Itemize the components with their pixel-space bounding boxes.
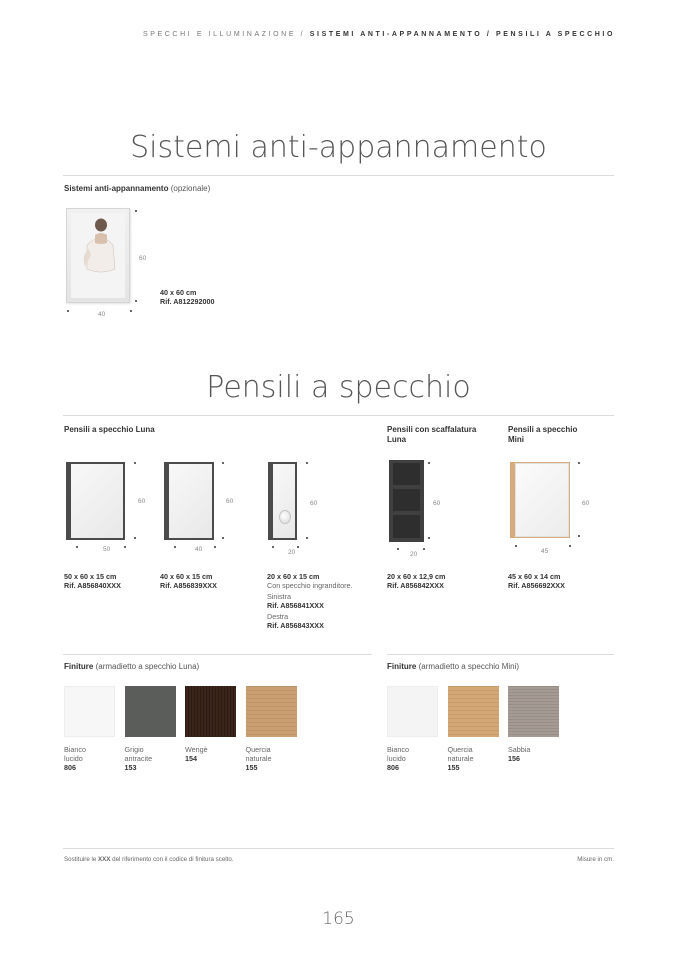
finish-name-line1: Bianco	[64, 745, 86, 754]
finish-label	[448, 745, 504, 772]
finish-name-line1: Sabbia	[508, 745, 531, 754]
divider	[63, 175, 614, 176]
dimension-height: 60	[226, 498, 234, 505]
finish-name-line1: Bianco	[387, 745, 409, 754]
finishes-label-bold: Finiture	[64, 662, 94, 671]
variant-right-ref: Rif. A856843XXX	[267, 621, 324, 630]
finish-label	[387, 745, 443, 772]
finishes-mini-swatches	[387, 686, 614, 796]
dimension-height: 60	[433, 500, 441, 507]
finish-swatch	[508, 686, 564, 763]
product-ref: Rif. A856839XXX	[160, 581, 217, 590]
product-ref: Rif. A856692XXX	[508, 581, 565, 590]
finishes-label-bold: Finiture	[387, 662, 417, 671]
dimension-tick	[423, 548, 425, 550]
dimension-tick	[135, 210, 137, 212]
variant-left-label: Sinistra	[267, 592, 291, 601]
dimension-tick	[134, 537, 136, 539]
dimension-tick	[222, 537, 224, 539]
finish-code: 806	[64, 763, 76, 772]
dimension-width: 20	[410, 551, 418, 558]
finish-label	[125, 745, 181, 772]
product-ref: Rif. A856842XXX	[387, 581, 444, 590]
finish-color-sample	[508, 686, 559, 737]
dimension-tick	[297, 546, 299, 548]
breadcrumb	[143, 31, 615, 38]
divider	[387, 654, 614, 655]
footer-note-post: del riferimento con il codice di finitura scelto.	[110, 856, 234, 863]
finish-swatch	[448, 686, 504, 772]
finish-color-sample	[185, 686, 236, 737]
finish-name-line1: Wengè	[185, 745, 208, 754]
group-label-luna: Pensili a specchio Luna	[64, 425, 155, 434]
variant-left-ref: Rif. A856841XXX	[267, 601, 324, 610]
finish-code: 153	[124, 763, 137, 772]
anti-fog-label-bold: Sistemi anti-appannamento	[64, 184, 169, 193]
finish-swatch	[185, 686, 241, 763]
finish-code: 154	[185, 754, 197, 763]
dimension-width: 50	[103, 546, 111, 553]
product-size: 20 x 60 x 15 cm	[267, 572, 320, 581]
finish-swatch	[64, 686, 120, 772]
cabinet-spec	[64, 572, 121, 590]
breadcrumb-part1: SPECCHI E ILLUMINAZIONE /	[142, 31, 310, 38]
finish-color-sample	[448, 686, 499, 737]
finish-name-line1: Quercia	[245, 745, 271, 754]
cabinet-luna-40-image	[164, 462, 214, 540]
shelf-unit-image	[389, 460, 424, 542]
finish-name-line2: naturale	[447, 754, 474, 763]
dimension-tick	[306, 462, 308, 464]
dimension-tick	[124, 546, 126, 548]
product-size: 45 x 60 x 14 cm	[508, 572, 561, 581]
dimension-height: 60	[138, 498, 146, 505]
dimension-tick	[76, 546, 78, 548]
cabinet-mini-image	[510, 462, 570, 538]
dimension-tick	[428, 462, 430, 464]
dimension-tick	[222, 462, 224, 464]
finishes-luna-label	[64, 662, 199, 672]
anti-fog-mirror-image	[66, 208, 130, 303]
cabinet-luna-50-image	[66, 462, 125, 540]
section-title-anti-fog: Sistemi anti-appannamento	[130, 130, 547, 165]
finishes-mini-label	[387, 662, 519, 672]
finish-swatch	[246, 686, 302, 772]
footer-note	[64, 856, 234, 863]
finishes-label-light: (armadietto a specchio Luna)	[95, 662, 200, 671]
magnifier-mirror-icon	[279, 510, 291, 524]
page-number: 165	[322, 909, 355, 929]
finish-label	[508, 745, 564, 763]
group-label-shelf-luna: Pensili con scaffalatura Luna	[387, 425, 477, 444]
finish-color-sample	[64, 686, 115, 737]
breadcrumb-part2: SISTEMI ANTI-APPANNAMENTO / PENSILI A SPECCHIO	[309, 31, 615, 38]
cabinet-spec	[387, 572, 445, 590]
finish-color-sample	[125, 686, 176, 737]
cabinet-spec	[508, 572, 565, 590]
dimension-tick	[130, 310, 132, 312]
dimension-tick	[134, 462, 136, 464]
anti-fog-label	[64, 184, 210, 194]
finish-code: 155	[245, 763, 258, 772]
finish-color-sample	[387, 686, 438, 737]
finish-label	[185, 745, 241, 763]
dimension-tick	[272, 546, 274, 548]
footer-units: Misure in cm.	[577, 856, 614, 863]
finish-swatch	[125, 686, 181, 772]
finish-code: 156	[508, 754, 520, 763]
woman-in-mirror-icon	[67, 209, 129, 302]
finishes-label-light: (armadietto a specchio Mini)	[418, 662, 520, 671]
finish-color-sample	[246, 686, 297, 737]
dimension-tick	[397, 548, 399, 550]
finish-name-line2: lucido	[64, 754, 83, 763]
dimension-tick	[135, 300, 137, 302]
finishes-luna-swatches	[64, 686, 364, 796]
dimension-tick	[578, 462, 580, 464]
product-note: Con specchio ingranditore.	[267, 581, 353, 590]
section-title-mirror-cabinets: Pensili a specchio	[206, 370, 471, 405]
product-size: 20 x 60 x 12,9 cm	[387, 572, 446, 581]
finish-code: 155	[447, 763, 460, 772]
dimension-tick	[306, 537, 308, 539]
finish-swatch	[387, 686, 443, 772]
dimension-height: 60	[582, 500, 590, 507]
group-label-mini: Pensili a specchio Mini	[508, 425, 578, 444]
dimension-tick	[214, 546, 216, 548]
divider	[63, 654, 372, 655]
finish-code: 806	[387, 763, 399, 772]
dimension-tick	[428, 537, 430, 539]
footer-note-pre: Sostituire le	[64, 856, 99, 863]
footer-note-bold: XXX	[98, 856, 111, 863]
dimension-tick	[67, 310, 69, 312]
dimension-tick	[578, 535, 580, 537]
cabinet-spec	[160, 572, 217, 590]
finish-name-line1: Quercia	[447, 745, 473, 754]
dimension-tick	[569, 545, 571, 547]
cabinet-spec	[267, 572, 353, 630]
dimension-width: 40	[98, 311, 106, 318]
finish-name-line2: antracite	[124, 754, 153, 763]
finish-name-line1: Grigio	[124, 745, 144, 754]
divider	[63, 848, 614, 849]
anti-fog-spec	[160, 288, 214, 306]
dimension-tick	[174, 546, 176, 548]
product-size: 50 x 60 x 15 cm	[64, 572, 117, 581]
finish-label	[64, 745, 120, 772]
anti-fog-label-light: (opzionale)	[170, 184, 211, 193]
finish-label	[246, 745, 302, 772]
dimension-height: 60	[310, 500, 318, 507]
variant-right-label: Destra	[267, 612, 289, 621]
dimension-width: 20	[288, 549, 296, 556]
dimension-width: 45	[541, 548, 549, 555]
product-ref: Rif. A856840XXX	[64, 581, 121, 590]
dimension-width: 40	[195, 546, 203, 553]
dimension-height: 60	[139, 255, 147, 262]
dimension-tick	[515, 545, 517, 547]
product-size: 40 x 60 cm	[160, 288, 197, 297]
product-ref: Rif. A812292000	[160, 297, 215, 306]
cabinet-luna-20-image	[268, 462, 297, 540]
finish-name-line2: lucido	[387, 754, 406, 763]
divider	[63, 415, 614, 416]
product-size: 40 x 60 x 15 cm	[160, 572, 213, 581]
finish-name-line2: naturale	[245, 754, 272, 763]
